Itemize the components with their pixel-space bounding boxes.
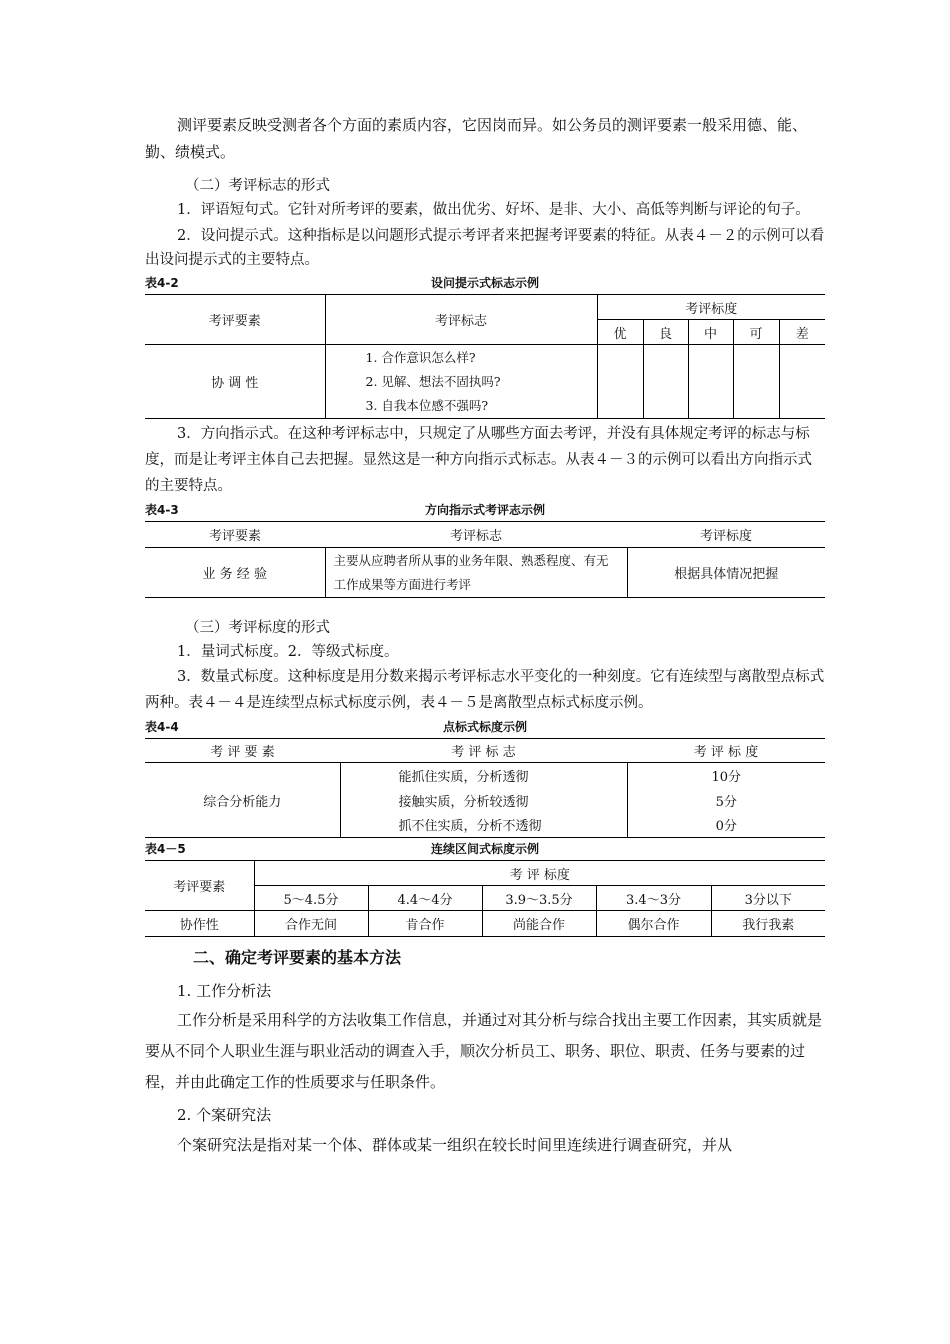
header-element: 考评要素 xyxy=(145,861,254,911)
range-cell: 3.4～3分 xyxy=(596,886,711,911)
value-cell: 肯合作 xyxy=(368,911,482,937)
scale-cell: 根据具体情况把握 xyxy=(627,548,825,598)
header-scale: 考 评 标度 xyxy=(254,861,825,886)
score-cell: 10分 xyxy=(711,769,742,785)
element-cell: 业 务 经 验 xyxy=(145,548,325,598)
header-element: 考评要素 xyxy=(145,295,325,345)
range-cell: 3.9～3.5分 xyxy=(482,886,596,911)
value-cell: 偶尔合作 xyxy=(596,911,711,937)
indicator-cell: 接触实质，分析较透彻 xyxy=(340,788,627,813)
item-numeric-scale: 3．数量式标度。这种标度是用分数来揭示考评标志水平变化的一种刻度。它有连续型与离散型点标式两种。表４－４是连续型点标式标度示例，表４－５是离散型点标式标度示例。 xyxy=(145,669,825,711)
item-direction-indicator: 3．方向指示式。在这种考评标志中，只规定了从哪些方面去考评，并没有具体规定考评的标志与标度，而是让考评主体自己去把握。显然这是一种方向指示式标志。从表４－３的示例可以看出方向指示式的主要特点。 xyxy=(145,426,812,494)
grade-good: 良 xyxy=(643,320,688,345)
range-cell: 3分以下 xyxy=(711,886,825,911)
section-heading-methods: 二、确定考评要素的基本方法 xyxy=(193,948,402,967)
indicator-cell: 能抓住实质，分析透彻 xyxy=(340,763,627,788)
section-heading-scale-forms: （三）考评标度的形式 xyxy=(185,620,330,636)
grade-cell xyxy=(597,345,643,419)
question-list xyxy=(325,345,597,419)
table-4-3 xyxy=(145,521,825,598)
table-number: 表4-4 xyxy=(145,720,179,734)
table-number: 表4-2 xyxy=(145,276,179,290)
table-title: 方向指示式考评志示例 xyxy=(424,503,545,517)
table-4-4-caption xyxy=(145,718,825,736)
item-question-prompt: 2．设问提示式。这种指标是以问题形式提示考评者来把握考评要素的特征。从表４－２的示例可以看出设问提示式的主要特点。 xyxy=(145,228,825,268)
section-heading-indicator-forms: （二）考评标志的形式 xyxy=(185,178,330,194)
value-cell: 我行我素 xyxy=(711,911,825,937)
range-cell: 4.4～4分 xyxy=(368,886,482,911)
table-4-2-caption xyxy=(145,274,825,292)
method-2-title: 2. 个案研究法 xyxy=(177,1106,272,1124)
header-element: 考 评 要 素 xyxy=(145,739,340,763)
method-1-title: 1. 工作分析法 xyxy=(177,982,272,1000)
header-indicator: 考评标志 xyxy=(325,295,597,345)
header-scale: 考 评 标 度 xyxy=(627,739,825,763)
question-item: 3. 自我本位感不强吗? xyxy=(365,397,489,413)
indicator-cell: 抓不住实质，分析不透彻 xyxy=(340,813,627,838)
grade-fair: 可 xyxy=(733,320,779,345)
item-quantifier-scale: 1．量词式标度。2．等级式标度。 xyxy=(177,644,399,660)
paragraph-test-elements: 测评要素反映受测者各个方面的素质内容，它因岗而异。如公务员的测评要素一般采用德、能、勤、绩模式。 xyxy=(145,116,808,161)
grade-cell xyxy=(733,345,779,419)
indicator-cell: 主要从应聘者所从事的业务年限、熟悉程度、有无工作成果等方面进行考评 xyxy=(325,548,627,598)
table-4-3-caption xyxy=(145,501,825,519)
table-title: 点标式标度示例 xyxy=(442,720,527,734)
question-item: 2. 见解、想法不固执吗? xyxy=(365,373,501,389)
value-cell: 合作无间 xyxy=(254,911,368,937)
header-scale: 考评标度 xyxy=(627,522,825,548)
header-indicator: 考评标志 xyxy=(325,522,627,548)
method-1-text: 工作分析是采用科学的方法收集工作信息，并通过对其分析与综合找出主要工作因素，其实质就是要从不同个人职业生涯与职业活动的调查入手，顺次分析员工、职务、职位、职责、任务与要素的过程，并由此确定工作的性质要求与任职条件。 xyxy=(145,1011,823,1091)
item-short-comment: 1．评语短句式。它针对所考评的要素，做出优劣、好坏、是非、大小、高低等判断与评论的句子。 xyxy=(177,202,810,218)
table-4-5 xyxy=(145,860,825,937)
range-cell: 5～4.5分 xyxy=(254,886,368,911)
value-cell: 尚能合作 xyxy=(482,911,596,937)
header-indicator: 考 评 标 志 xyxy=(340,739,627,763)
score-cell: 0分 xyxy=(627,813,825,838)
method-2-text: 个案研究法是指对某一个体、群体或某一组织在较长时间里连续进行调查研究，并从 xyxy=(177,1136,733,1154)
document-page xyxy=(145,112,825,1160)
grade-medium: 中 xyxy=(688,320,733,345)
table-4-5-caption xyxy=(145,840,825,858)
table-4-4 xyxy=(145,738,825,838)
header-element: 考评要素 xyxy=(145,522,325,548)
element-cell: 协作性 xyxy=(145,911,254,937)
grade-excellent: 优 xyxy=(597,320,643,345)
table-number: 表4－5 xyxy=(145,842,186,856)
element-cell: 协 调 性 xyxy=(145,345,325,419)
table-number: 表4-3 xyxy=(145,503,179,517)
table-4-2 xyxy=(145,294,825,419)
grade-cell xyxy=(643,345,688,419)
grade-cell xyxy=(779,345,825,419)
table-title: 连续区间式标度示例 xyxy=(430,842,539,856)
grade-cell xyxy=(688,345,733,419)
question-item: 1. 合作意识怎么样? xyxy=(365,349,476,365)
grade-poor: 差 xyxy=(779,320,825,345)
element-cell: 综合分析能力 xyxy=(145,763,340,838)
table-title: 设问提示式标志示例 xyxy=(430,276,539,290)
score-cell: 5分 xyxy=(715,794,737,810)
header-scale: 考评标度 xyxy=(597,295,825,320)
